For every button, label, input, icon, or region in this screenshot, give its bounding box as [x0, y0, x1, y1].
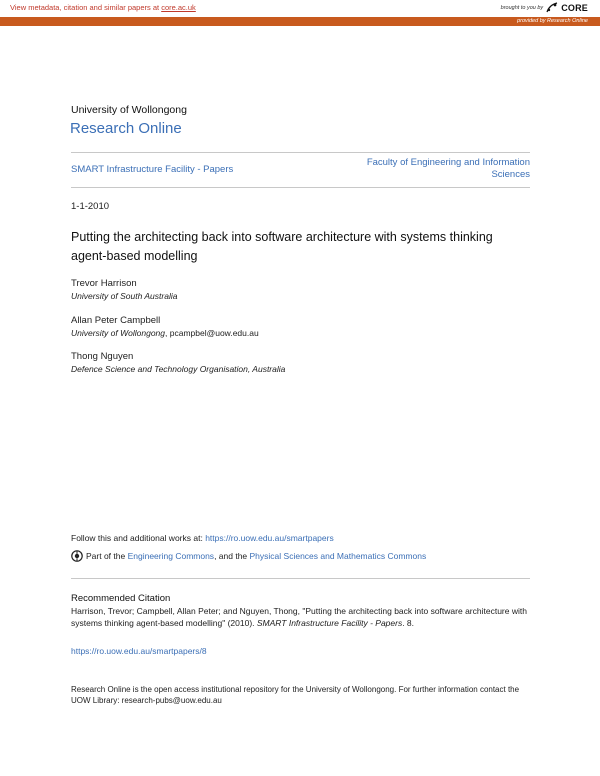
follow-link[interactable]: https://ro.uow.edu.au/smartpapers — [205, 533, 334, 543]
affiliation-text: University of Wollongong — [71, 328, 166, 338]
affiliation-text: University of South Australia — [71, 291, 178, 301]
core-bar — [0, 0, 600, 27]
divider — [71, 578, 530, 579]
affiliation-text: Defence Science and Technology Organisation, Australia — [71, 364, 286, 374]
core-brought-by: brought to you by — [500, 4, 544, 11]
divider — [71, 187, 530, 188]
engineering-commons-link[interactable]: Engineering Commons — [127, 551, 215, 561]
citation-series: SMART Infrastructure Facility - Papers — [256, 618, 403, 628]
part-of-line — [71, 550, 426, 562]
follow-prefix: Follow this and additional works at: — [71, 533, 206, 543]
author-name: Trevor Harrison — [71, 278, 137, 289]
footer-note: Research Online is the open access institutional repository for the University of Wollongong. For further information contact the UOW Library: research-pubs@uow.edu.au — [71, 685, 520, 705]
citation-number: . 8. — [402, 618, 415, 628]
core-logo-icon — [546, 2, 558, 13]
citation-url-link[interactable]: https://ro.uow.edu.au/smartpapers/8 — [71, 646, 207, 656]
publication-date: 1-1-2010 — [71, 201, 110, 212]
part-of-middle: , and the — [214, 551, 250, 561]
follow-line — [71, 533, 334, 543]
author-affiliation — [71, 327, 259, 339]
series-link-smart[interactable]: SMART Infrastructure Facility - Papers — [71, 164, 234, 175]
citation-heading: Recommended Citation — [71, 593, 171, 604]
author-email[interactable]: , pcampbel@uow.edu.au — [165, 328, 259, 338]
core-provided-by: provided by Research Online — [517, 18, 588, 24]
core-provided-strip — [0, 17, 600, 26]
repository-link[interactable]: Research Online — [70, 120, 182, 137]
part-of-text — [86, 551, 426, 561]
part-of-prefix: Part of the — [86, 551, 128, 561]
physical-sciences-commons-link[interactable]: Physical Sciences and Mathematics Commons — [249, 551, 427, 561]
university-name: University of Wollongong — [71, 104, 187, 116]
author-block — [71, 350, 285, 375]
author-block — [71, 314, 259, 339]
citation-main: Harrison, Trevor; Campbell, Allan Peter; and Nguyen, Thong, "Putting the architecting back into software architecture with systems thinking agent-based modelling" (2010). — [71, 606, 527, 628]
citation-text — [71, 605, 536, 629]
author-affiliation — [71, 363, 285, 375]
commons-network-icon — [71, 550, 83, 562]
divider — [71, 152, 530, 153]
core-metadata-link[interactable] — [10, 3, 196, 12]
series-link-faculty[interactable]: Faculty of Engineering and Information Sciences — [366, 157, 530, 180]
author-name: Allan Peter Campbell — [71, 315, 161, 326]
author-block — [71, 277, 177, 302]
author-affiliation — [71, 290, 177, 302]
core-link-site[interactable]: core.ac.uk — [161, 3, 196, 12]
core-top-row — [0, 0, 600, 17]
core-brand[interactable] — [501, 2, 588, 13]
author-name: Thong Nguyen — [71, 351, 134, 362]
paper-title: Putting the architecting back into software architecture with systems thinking agent-based modelling — [71, 230, 493, 263]
core-link-prefix: View metadata, citation and similar papers at — [10, 3, 162, 12]
core-brand-text: CORE — [561, 2, 588, 13]
